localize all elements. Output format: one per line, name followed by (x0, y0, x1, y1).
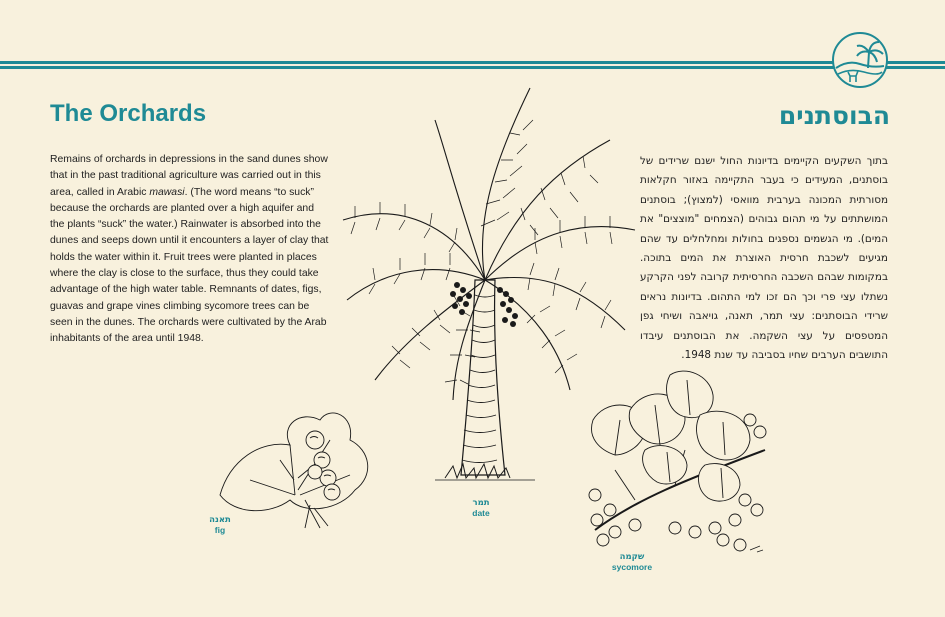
palm-deer-emblem-icon (830, 30, 890, 90)
english-body-part-2: . (The word means “to suck” because the orchards are planted over a high aquifer and the plants “suck” the water.) Rainwater is absorbed into the dunes and seeps down until it encounters a layer of clay that holds the water within it. Fruit trees were planted in places where the clay is close to the surface, thus they could take advantage of the high water table. Remnants of dates, figs, guavas and grape vines climbing sycomore trees can be seen in the dunes. The orchards were cultivated by the Arab inhabitants of the area until 1948. (50, 186, 329, 345)
fig-caption (200, 515, 240, 535)
english-body-italic: mawasi (149, 186, 185, 198)
fig-label-english: fig (214, 525, 226, 535)
fig-branch-illustration (210, 400, 380, 530)
english-title: The Orchards (50, 100, 207, 127)
english-body-part-1: Remains of orchards in depressions in the sand dunes show that in the past traditional agriculture was carried out in this area, called in Arabic (50, 154, 328, 198)
top-rule-secondary (0, 66, 945, 69)
hebrew-title: הבוסתנים (778, 101, 890, 130)
sycomore-caption (602, 552, 662, 572)
top-rule (0, 61, 945, 64)
sycomore-branch-illustration (575, 360, 775, 560)
date-label-english: date (472, 508, 490, 518)
sycomore-label-english: sycomore (611, 562, 653, 572)
hebrew-body: בתוך השקעים הקיימים בדיונות החול ישנם שרידים של בוסתנים, המעידים כי בעבר התקיימה באזור חקלאות מסורתית המכונה בערבית מוואסי (למצוץ); בוסתנים המושתתים על מי תהום גבוהים (הצמחים "מוצצים" את המים). מי הגשמים נספגים בחולות ומחלחלים עד שהם מגיעים לשכבת חרסית האוצרת את המים בתוכה. במקומות שבהם השכבה החרסיתית קרובה לפני הקרקע נשתלו עצי פרי וכך הם זכו למי התהום. בדיונות נראים שרידי הבוסתנים: עצי תמר, תאנה, גויאבה ושיחי גפן המטפסים על עצי השקמה. את הבוסתנים עיבדו התושבים הערבים שחיו בסביבה עד שנת 1948. (640, 155, 888, 362)
sycomore-label-hebrew: שקמה (619, 552, 645, 562)
date-caption (461, 498, 501, 518)
english-body (50, 152, 330, 348)
date-label-hebrew: תמר (472, 498, 490, 508)
fig-label-hebrew: תאנה (209, 515, 231, 525)
